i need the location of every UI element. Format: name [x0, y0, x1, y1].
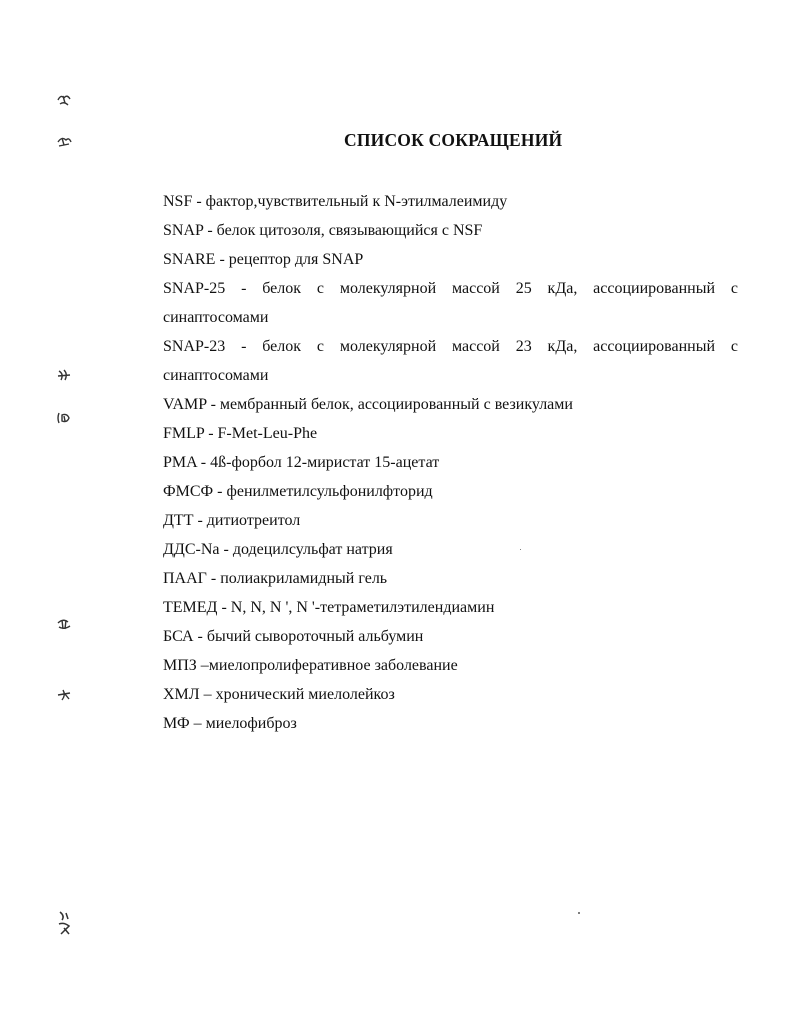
abbreviation-item-paag: ПААГ - полиакриламидный гель: [163, 570, 388, 587]
abbreviation-list: [163, 187, 738, 738]
abbreviation-item-snare: SNARE - рецептор для SNAP: [163, 251, 364, 268]
abbreviation-item-snap-23: SNAP-23 - белок с молекулярной массой 23 кДа, ассоциированный с синаптосомами: [163, 338, 738, 384]
abbreviation-item-pmsf: ФМСФ - фенилметилсульфонилфторид: [163, 483, 433, 500]
abbreviation-item-hml: ХМЛ – хронический миелолейкоз: [163, 686, 395, 703]
scan-binder-hole-mark: [56, 688, 72, 702]
scan-binder-hole-mark: [56, 134, 72, 148]
abbreviation-item-fmlp: FMLP - F-Met-Leu-Phe: [163, 425, 318, 442]
abbreviation-item-bsa: БСА - бычий сывороточный альбумин: [163, 628, 424, 645]
scan-binder-hole-mark: [56, 617, 72, 631]
scan-speck: [578, 912, 580, 914]
abbreviation-item-mf: МФ – миелофиброз: [163, 715, 297, 732]
abbreviation-item-snap-25: SNAP-25 - белок с молекулярной массой 25 кДа, ассоциированный с синаптосомами: [163, 280, 738, 326]
abbreviation-item-pma: PMA - 4ß-форбол 12-миристат 15-ацетат: [163, 454, 440, 471]
scan-binder-hole-mark: [56, 93, 72, 107]
abbreviation-item-temed: ТЕМЕД - N, N, N ', N '-тетраметилэтилендиамин: [163, 599, 495, 616]
abbreviation-item-vamp: VAMP - мембранный белок, ассоциированный с везикулами: [163, 396, 573, 413]
page-title: СПИСОК СОКРАЩЕНИЙ: [344, 130, 563, 150]
abbreviation-item-mpz: МПЗ –миелопролиферативное заболевание: [163, 657, 458, 674]
scan-binder-hole-mark: [56, 411, 72, 425]
abbreviation-item-sds-na: ДДС-Na - додецилсульфат натрия: [163, 541, 393, 558]
abbreviation-item-dtt: ДТТ - дитиотреитол: [163, 512, 301, 529]
scan-binder-hole-mark: [56, 368, 72, 382]
abbreviation-item-nsf: NSF - фактор,чувствительный к N-этилмалеимиду: [163, 193, 508, 210]
abbreviation-item-snap: SNAP - белок цитозоля, связывающийся с NSF: [163, 222, 483, 239]
scan-binder-hole-mark: [56, 910, 72, 936]
